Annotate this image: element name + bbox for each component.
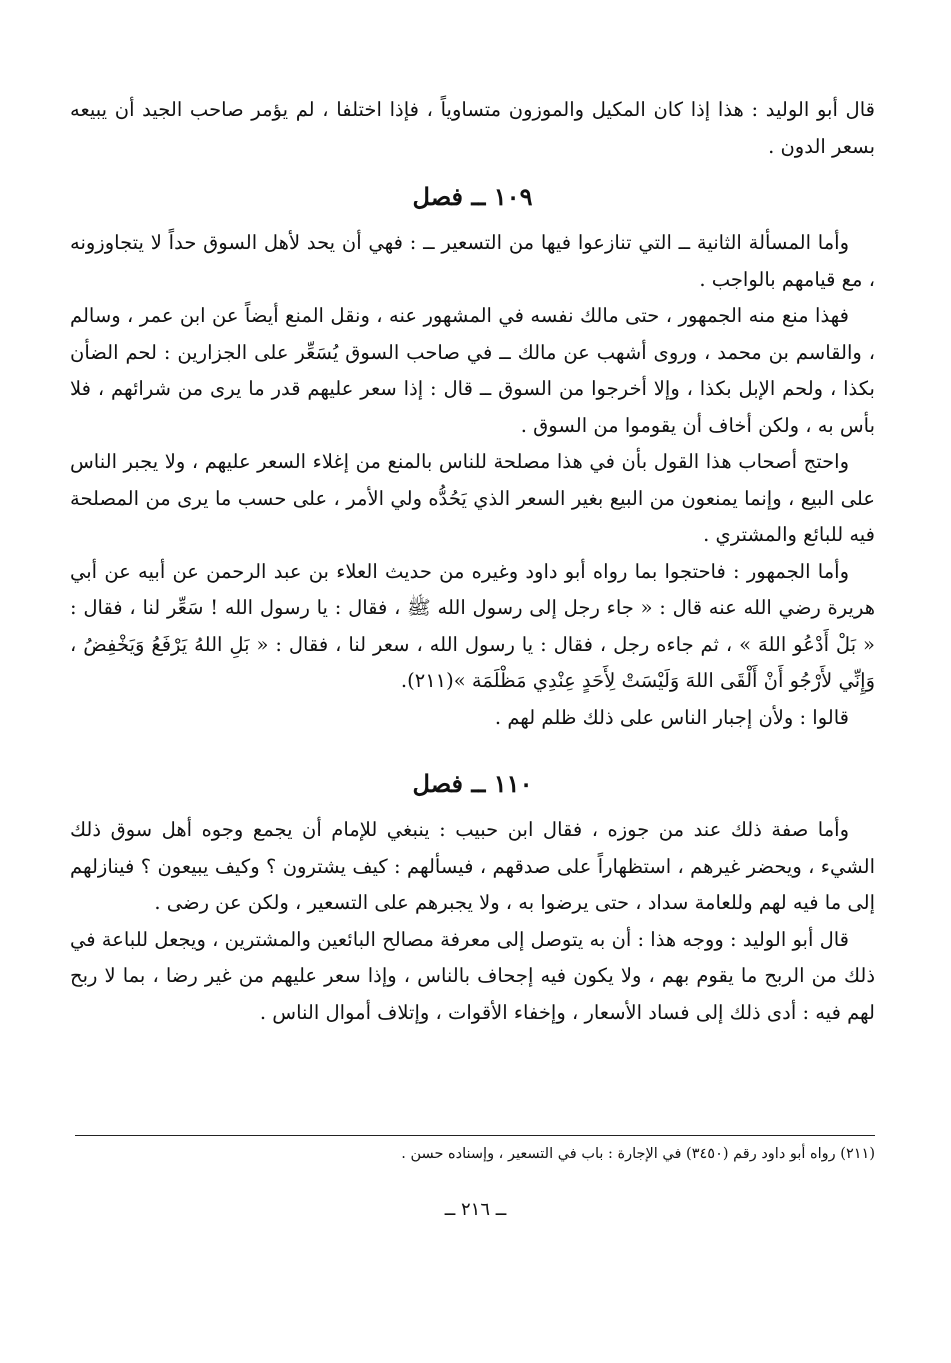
- paragraph: وأما صفة ذلك عند من جوزه ، فقال ابن حبيب : ينبغي للإمام أن يجمع وجوه أهل سوق ذلك الشيء ، ويحضر غيرهم ، استظهاراً على صدقهم ، فيسألهم : كيف يشترون ؟ وكيف يبيعون ؟ فينازلهم إلى ما فيه لهم وللعامة سداد ، حتى يرضوا به ، ولا يجبرهم على التسعير ، ولكن عن رضى .: [70, 818, 875, 914]
- section-heading-110: ١١٠ ــ فصل: [412, 769, 533, 798]
- paragraph: فهذا منع منه الجمهور ، حتى مالك نفسه في المشهور عنه ، ونقل المنع أيضاً عن ابن عمر ، وسالم ، والقاسم بن محمد ، وروى أشهب عن مالك ــ في صاحب السوق يُسَعِّر على الجزارين : لحم الضأن بكذا ، ولحم الإبل بكذا ، وإلا أخرجوا من السوق ــ قال : إذا سعر عليهم قدر ما يرى من شرائهم ، فلا بأس به ، ولكن أخاف أن يقوموا من السوق .: [70, 304, 875, 437]
- section-heading-109: ١٠٩ ــ فصل: [412, 182, 533, 211]
- paragraph: قال أبو الوليد : ووجه هذا : أن به يتوصل إلى معرفة مصالح البائعين والمشترين ، ويجعل للباعة في ذلك من الربح ما يقوم بهم ، ولا يكون فيه إجحاف بالناس ، وإذا سعر عليهم من غير رضا ، بما لا ربح لهم فيه : أدى ذلك إلى فساد الأسعار ، وإخفاء الأقوات ، وإتلاف أموال الناس .: [70, 927, 875, 1024]
- paragraph: واحتج أصحاب هذا القول بأن في هذا مصلحة للناس بالمنع من إغلاء السعر عليهم ، ولا يجبر الناس على البيع ، وإنما يمنعون من البيع بغير السعر الذي يَحُدُّه ولي الأمر ، على حسب ما يرى من المصلحة فيه للبائع والمشتري .: [70, 450, 875, 546]
- page-number: ــ ٢١٦ ــ: [444, 1199, 507, 1220]
- paragraph: وأما المسألة الثانية ــ التي تنازعوا فيها من التسعير ــ : فهي أن يحد لأهل السوق حداً لا يتجاوزونه ، مع قيامهم بالواجب .: [70, 231, 875, 291]
- paragraph: وأما الجمهور : فاحتجوا بما رواه أبو داود وغيره من حديث العلاء بن عبد الرحمن عن أبيه عن أبي هريرة رضي الله عنه قال : « جاء رجل إلى رسول الله ﷺ ، فقال : يا رسول الله ! سَعِّر لنا ، فقال : « بَلْ أَدْعُو اللهَ » ، ثم جاءه رجل ، فقال : يا رسول الله ، سعر لنا ، فقال : « بَلِ اللهُ يَرْفَعُ وَيَخْفِضُ ، وَإِنِّي لأَرْجُو أَنْ أَلْقَى اللهَ وَلَيْسَتْ لِأَحَدٍ عِنْدِي مَظْلَمَة »(٢١١).: [70, 559, 875, 692]
- paragraph-intro: قال أبو الوليد : هذا إذا كان المكيل والموزون متساوياً ، فإذا اختلفا ، لم يؤمر صاحب الجيد أن يبيعه بسعر الدون .: [70, 98, 875, 158]
- footnote-divider: [75, 1135, 875, 1136]
- page-body: [70, 92, 875, 1031]
- paragraph: قالوا : ولأن إجبار الناس على ذلك ظلم لهم .: [494, 705, 849, 729]
- footnote: (٢١١) رواه أبو داود رقم (٣٤٥٠) في الإجارة : باب في التسعير ، وإسناده حسن .: [401, 1146, 875, 1162]
